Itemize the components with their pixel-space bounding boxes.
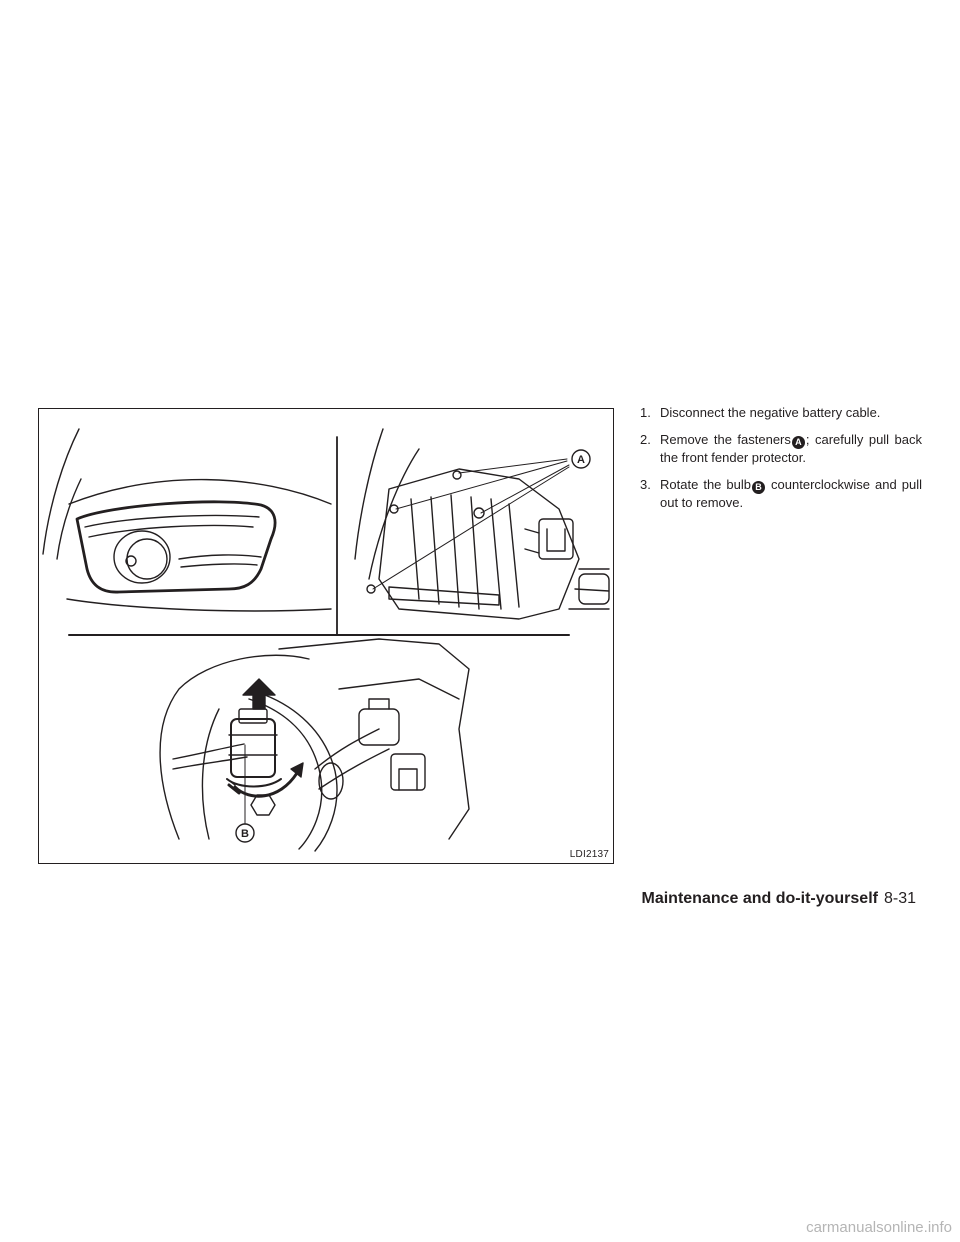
- step-number: 2.: [640, 432, 651, 447]
- fog-light-illustration: [39, 409, 615, 865]
- instruction-steps: [632, 404, 922, 521]
- section-title: Maintenance and do-it-yourself: [641, 890, 878, 907]
- page-footer: [642, 890, 917, 908]
- step-text-before: Rotate the bulb: [660, 477, 752, 492]
- callout-a-label: A: [577, 454, 585, 466]
- step-2: [632, 431, 922, 466]
- fog-light-bulb-figure: [38, 408, 614, 864]
- step-text-after: ; carefully pull back the front fender protector.: [660, 432, 922, 465]
- figure-code: LDI2137: [569, 849, 609, 860]
- step-text-after: counterclockwise and pull out to remove.: [660, 477, 923, 510]
- step-text: Disconnect the negative battery cable.: [660, 405, 881, 420]
- step-1: [632, 404, 922, 421]
- step-3: [632, 476, 922, 511]
- callout-b-badge: B: [752, 481, 765, 494]
- page-number: 8-31: [883, 890, 916, 907]
- step-text-before: Remove the fasteners: [660, 432, 791, 447]
- callout-a-badge: A: [792, 436, 805, 449]
- step-number: 1.: [640, 405, 651, 420]
- step-number: 3.: [640, 477, 651, 492]
- watermark: carmanualsonline.info: [806, 1219, 952, 1236]
- callout-b-label: B: [241, 828, 249, 840]
